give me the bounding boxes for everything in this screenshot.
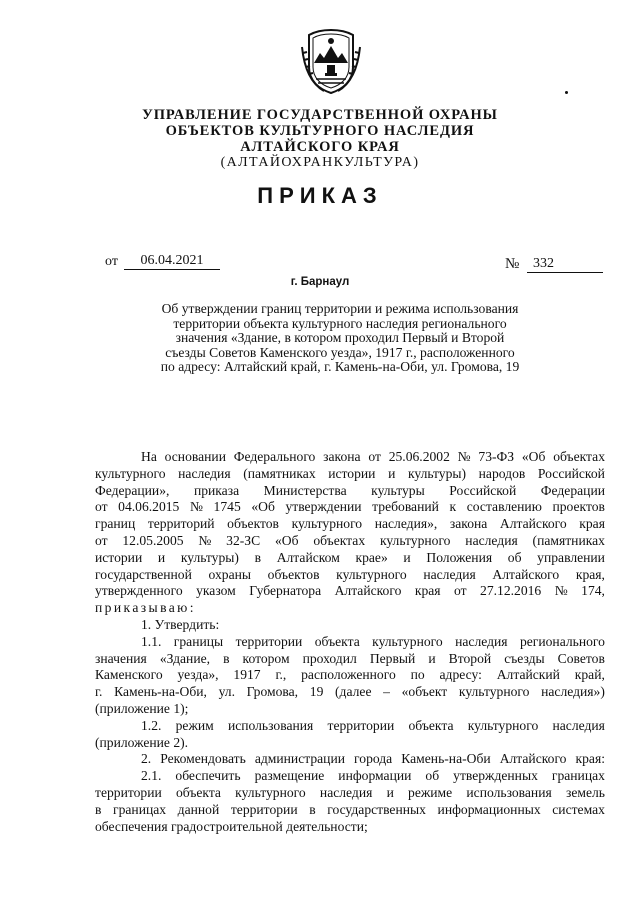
word: и — [403, 549, 411, 565]
word: города — [354, 751, 393, 767]
word: утвержденных — [453, 768, 538, 784]
subject-line: Об утверждении границ территории и режима использования — [161, 301, 519, 316]
word: режим — [175, 717, 214, 733]
body-line — [95, 634, 605, 651]
body-line — [95, 684, 605, 701]
body-line — [95, 499, 605, 516]
word: Федерального — [233, 449, 316, 464]
body-line — [95, 567, 605, 584]
word: границы — [173, 633, 224, 649]
word: края, — [575, 566, 605, 582]
coat-of-arms-icon — [300, 27, 362, 95]
word: культуры — [371, 482, 425, 498]
word: регионального — [519, 633, 605, 649]
word: котором — [242, 650, 290, 666]
word: составлению — [466, 499, 542, 515]
word: информации — [338, 768, 412, 784]
word: № — [198, 532, 212, 548]
word: размещение — [254, 768, 325, 784]
word: управлении — [537, 549, 605, 565]
word: охраны — [208, 566, 252, 582]
word: наследия — [319, 784, 373, 800]
word: наследия — [423, 566, 476, 582]
body-line — [95, 583, 605, 600]
word: № — [457, 449, 471, 464]
word: территорий — [147, 516, 215, 532]
word: наследия») — [541, 684, 605, 700]
word: 1.1. — [141, 633, 162, 649]
word: и — [428, 650, 436, 666]
word: культурного — [372, 633, 443, 649]
word: границ — [95, 516, 136, 532]
word: 25.06.2002 — [388, 449, 450, 464]
word: съезды — [504, 650, 545, 666]
word: культурного — [336, 566, 407, 582]
subject-line: съезды Советов Каменского уезда», 1917 г., расположенного — [165, 344, 515, 360]
body-line — [95, 449, 605, 466]
body-line — [95, 802, 605, 819]
word: Федерации», — [95, 482, 170, 498]
word: территории — [235, 633, 303, 649]
word: 1.2. — [141, 717, 162, 733]
word: № — [554, 583, 568, 599]
word: объектов — [227, 516, 279, 532]
word: 73-ФЗ — [478, 449, 515, 464]
word: значения — [95, 650, 147, 666]
order-number: 332 — [527, 256, 603, 273]
word: государственной — [95, 566, 192, 582]
order-body — [95, 449, 605, 835]
word: 174, — [581, 583, 605, 599]
word: в — [254, 549, 262, 565]
body-line — [95, 768, 605, 785]
word: обеспечить — [175, 768, 241, 784]
word: народов — [478, 465, 526, 481]
word: 2. — [141, 751, 152, 767]
word: «Об — [274, 532, 299, 548]
agency-name-line-2: ОБЪЕКТОВ КУЛЬТУРНОГО НАСЛЕДИЯ — [165, 123, 475, 139]
order-title: ПРИКАЗ — [257, 183, 383, 208]
word: Федерации — [540, 482, 605, 498]
subject-line: значения «Здание, в котором проходил Первый и Второй — [175, 330, 505, 345]
word: границах — [113, 801, 167, 817]
word: наследия — [178, 465, 231, 481]
word: адресу: — [439, 667, 482, 683]
word: приказа — [193, 482, 240, 498]
word: данной — [177, 801, 220, 817]
body-line — [95, 785, 605, 802]
word: объектах — [553, 449, 605, 464]
word: № — [189, 499, 203, 515]
agency-name-line-3: АЛТАЙСКОГО КРАЯ — [240, 139, 400, 155]
word: Камень-на-Оби — [401, 751, 491, 767]
word: от — [95, 499, 108, 515]
body-line — [95, 516, 605, 533]
word: «Здание, — [159, 650, 211, 666]
word: крае» — [355, 549, 388, 565]
number-label: № — [505, 256, 520, 272]
word: уезда», — [177, 667, 219, 683]
mark-dot — [565, 91, 568, 94]
word: утвержденного — [95, 583, 183, 599]
word: истории — [95, 549, 143, 565]
word: основании — [164, 449, 226, 464]
word: На — [141, 449, 157, 464]
word: Положения — [426, 549, 493, 565]
word: культурного — [235, 784, 306, 800]
word: в — [95, 801, 102, 817]
word: (памятниках — [243, 465, 316, 481]
word: 1917 — [233, 667, 261, 683]
agency-short-name: (АЛТАЙОХРАНКУЛЬТУРА) — [220, 155, 420, 170]
word: объектах — [313, 532, 366, 548]
word: системах — [552, 801, 605, 817]
word: Громова, — [246, 684, 299, 700]
city: г. Барнаул — [290, 276, 350, 288]
word: по — [410, 667, 425, 683]
body-line — [95, 466, 605, 483]
word: к — [449, 499, 457, 515]
body-line: приказываю: — [95, 600, 196, 616]
body-line — [95, 751, 605, 768]
word: края: — [575, 751, 605, 767]
body-line: (приложение 1); — [95, 700, 189, 716]
word: Алтайского — [492, 566, 560, 582]
word: Алтайского — [334, 583, 402, 599]
word: земель — [565, 784, 605, 800]
word: информационных — [437, 801, 541, 817]
word: Каменского — [95, 667, 163, 683]
word: Министерства — [263, 482, 347, 498]
word: культурного — [458, 684, 530, 700]
word: Советов — [557, 650, 605, 666]
word: объекта — [314, 633, 360, 649]
word: закона — [449, 516, 488, 532]
word: ул. — [218, 684, 235, 700]
word: наследия — [465, 532, 518, 548]
word: в — [223, 650, 230, 666]
word: от — [368, 449, 381, 464]
word: утверждении — [285, 499, 362, 515]
word: Российской — [449, 482, 517, 498]
word: проходил — [302, 650, 357, 666]
word: 2.1. — [141, 768, 162, 784]
word: указом — [196, 583, 236, 599]
word: использования — [227, 717, 314, 733]
body-line — [95, 533, 605, 550]
word: территории — [230, 801, 298, 817]
word: 12.05.2005 — [122, 532, 184, 548]
word: и — [388, 465, 396, 481]
word: культурного — [291, 516, 363, 532]
word: «Об — [251, 499, 275, 515]
order-date: 06.04.2021 — [124, 253, 220, 270]
body-line: 1. Утвердить: — [141, 616, 220, 632]
word: 19 — [309, 684, 324, 700]
word: территории — [327, 717, 395, 733]
word: края — [579, 516, 605, 532]
body-line — [95, 550, 605, 567]
body-line: (приложение 2). — [95, 734, 189, 750]
word: наследия — [455, 633, 508, 649]
word: закона — [323, 449, 361, 464]
word: (памятниках — [532, 532, 605, 548]
word: от — [95, 532, 108, 548]
word: государственных — [327, 801, 426, 817]
word: культурного — [467, 717, 539, 733]
word: – — [383, 684, 390, 700]
word: объектов — [267, 566, 320, 582]
body-line — [95, 718, 605, 735]
word: наследия — [552, 717, 605, 733]
word: культуры) — [180, 549, 239, 565]
body-line — [95, 483, 605, 500]
word: режиме — [408, 784, 453, 800]
word: территории — [95, 784, 162, 800]
word: использования — [466, 784, 552, 800]
word: Алтайский — [496, 667, 560, 683]
word: Алтайского — [499, 516, 567, 532]
word: Камень-на-Оби, — [114, 684, 207, 700]
word: г., — [275, 667, 287, 683]
word: Алтайского — [499, 751, 567, 767]
body-line — [95, 651, 605, 668]
word: Российской — [537, 465, 605, 481]
word: г. — [95, 684, 103, 700]
word: границах — [551, 768, 605, 784]
word: края — [414, 583, 441, 599]
word: «объект — [401, 684, 448, 700]
word: «Об — [521, 449, 546, 464]
word: в — [309, 801, 316, 817]
word: Алтайском — [276, 549, 340, 565]
body-line: обеспечения градостроительной деятельности; — [95, 818, 368, 834]
word: и — [386, 784, 394, 800]
word: требований — [372, 499, 439, 515]
word: культуры) — [407, 465, 467, 481]
word: и — [157, 549, 166, 565]
word: культурного — [379, 532, 451, 548]
word: Первый — [369, 650, 416, 666]
word: объекта — [408, 717, 454, 733]
word: об — [425, 768, 440, 784]
word: 1745 — [213, 499, 241, 515]
word: Второй — [448, 650, 492, 666]
word: (далее — [335, 684, 372, 700]
word: администрации — [254, 751, 345, 767]
word: истории — [328, 465, 376, 481]
word: Губернатора — [249, 583, 322, 599]
agency-name-line-1: УПРАВЛЕНИЕ ГОСУДАРСТВЕННОЙ ОХРАНЫ — [142, 107, 498, 123]
word: 27.12.2016 — [480, 583, 542, 599]
word: наследия», — [374, 516, 438, 532]
date-label: от — [105, 254, 118, 269]
order-subject — [140, 302, 540, 375]
word: объекта — [175, 784, 221, 800]
word: Рекомендовать — [160, 751, 246, 767]
word: 32-ЗС — [226, 532, 261, 548]
word: расположенного — [301, 667, 396, 683]
word: 04.06.2015 — [118, 499, 180, 515]
word: от — [454, 583, 467, 599]
subject-line: территории объекта культурного наследия регионального — [173, 315, 507, 331]
word: край, — [574, 667, 605, 683]
subject-line: по адресу: Алтайский край, г. Камень-на-Оби, ул. Громова, 19 — [160, 359, 520, 374]
body-line — [95, 667, 605, 684]
word: проектов — [552, 499, 605, 515]
word: культурного — [95, 465, 166, 481]
word: об — [507, 549, 522, 565]
